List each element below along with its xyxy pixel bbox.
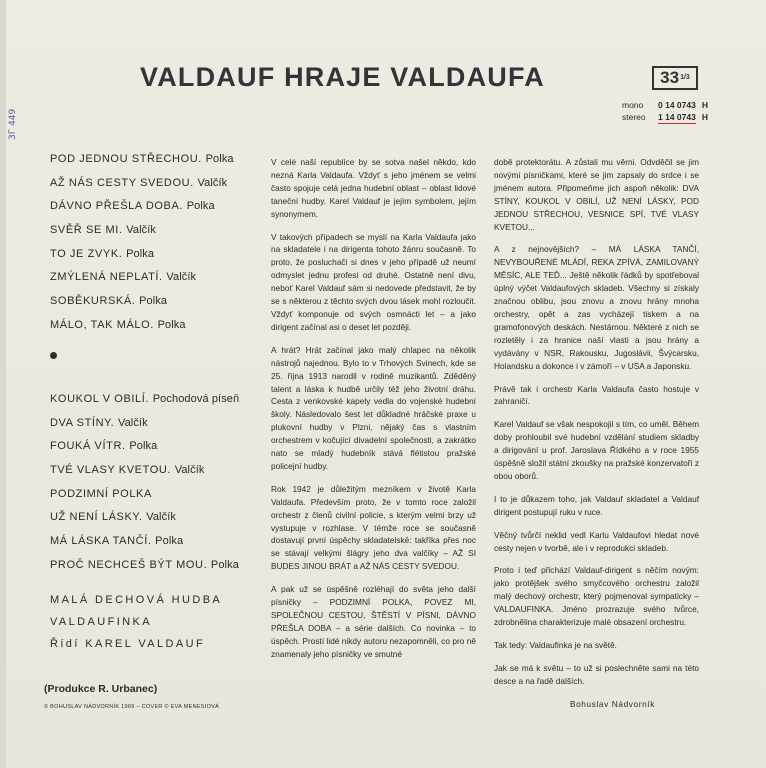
catalog-numbers	[622, 99, 708, 124]
track-title: KOUKOL V OBILÍ.	[50, 393, 150, 405]
track-genre: Valčík	[197, 176, 228, 189]
track-genre: Polka	[205, 153, 234, 165]
track-item	[50, 463, 265, 487]
track-title: POD JEDNOU STŘECHOU.	[50, 153, 202, 165]
track-item	[50, 152, 260, 176]
track-title: PROČ NECHCEŠ BÝT MOU.	[50, 558, 208, 571]
track-genre: Valčík	[146, 511, 176, 524]
track-item	[50, 392, 265, 416]
track-title: UŽ NENÍ LÁSKY.	[50, 511, 143, 524]
catalog-mono	[622, 99, 708, 111]
side-a-tracklist	[50, 152, 260, 342]
liner-paragraph: Jak se má k světu – to už si poslechněte sami na této desce a na řadě dalších.	[494, 662, 699, 686]
track-item	[50, 176, 260, 200]
track-genre: Polka	[157, 318, 186, 331]
track-title: AŽ NÁS CESTY SVEDOU.	[50, 176, 194, 189]
liner-paragraph: Proto i teď přichází Valdauf-dirigent s něčím novým: jako protějšek svého smyčcového orchestru založil malý dechový orchestr, který pojmenoval sympaticky – VALDAUFINKA. Jméno prozrazuje svého tvůrce, zdrobnělina charakterizuje malé obsazení orchestru.	[494, 565, 699, 628]
catalog-number: 1 14 0743	[658, 112, 696, 122]
track-item	[50, 223, 260, 247]
margin-handwriting: 3Г 449	[8, 108, 18, 140]
track-item	[50, 416, 265, 440]
liner-paragraph: V celé naší republice by se sotva našel někdo, kdo nezná Karla Valdaufa. Vždyť s jeho jménem se velmi často spojuje celá jedna hudební oblast – oblast lidové taneční hudby. Karel Valdauf je jejím symbolem, jejím synonymem.	[271, 157, 476, 219]
credit-line: Řídí KAREL VALDAUF	[50, 638, 206, 650]
speed-fraction: 1/3	[680, 74, 690, 81]
liner-paragraph: Věčný tvůrčí neklid vedl Karlu Valdaufovi hledat nové cesty nejen v tvorbě, ale i v reprodukci skladeb.	[494, 529, 699, 553]
track-genre: Valčík	[166, 271, 197, 284]
track-title: ZMÝLENÁ NEPLATÍ.	[50, 271, 163, 284]
track-title: TVÉ VLASY KVETOU.	[50, 464, 172, 477]
credit-line: MALÁ DECHOVÁ HUDBA	[50, 594, 223, 606]
liner-paragraph: době protektorátu. A zůstali mu věrni. Odvděčil se jim novými písničkami, které se jim zapsaly do srdce i se jménem autora. Připomeňme jich aspoň několik: DVA STÍNY, KOUKOL V OBILÍ, UŽ NENÍ LÁSKY, POD JEDNOU STŘECHOU, VESNICE SPÍ, TVÉ VLASY KVETOU...	[494, 157, 699, 232]
catalog-stereo	[622, 111, 708, 124]
track-title: MÁ LÁSKA TANČÍ.	[50, 535, 152, 548]
copyright-line: © BOHUSLAV NÁDVORNÍK 1969 – COVER © EVA MENESIOVÁ	[44, 704, 220, 710]
side-b-tracklist	[50, 392, 265, 582]
liner-paragraph: A hrát? Hrát začínal jako malý chlapec na několik nástrojů najednou. Bylo to v Trhových Svinech, kde se 25. října 1913 narodil v rodině muzikantů. Zděděný talent a láska k hudbě určily též jeho životní dráhu. Cesta z venkovské kapely vedla do vojenské hudební školy. Následovalo šest let důkladné hráčské praxe u plukovní hudby v Plzni, nějaký čas s vlastním orchestrem v kočující divadelní společnosti, a zakrátko nato se mladý hudebník stává flétistou pražské policejní hudby.	[271, 344, 476, 471]
track-item	[50, 318, 260, 342]
liner-paragraph: A z nejnovějších? – MÁ LÁSKA TANČÍ, NEVYBOUŘENÉ MLÁDÍ, REKA ZPÍVÁ, ZAMILOVANÝ MĚSÍC, ALE TEĎ... Ještě několik řádků by spotřeboval úplný výčet Valdaufových skladeb. Všechny si získaly značnou oblibu, jsou znovu a znovu hrány mnoha orchestry, opět a zas vycházejí tiskem a na gramofonových deskách. Nestárnou. Některé z nich se rozletěly i za hranice naší vlasti a jsou hrány a vydávány v NSR, Rakousku, Jugoslávii, Švýcarsku, Holandsku a dokonce i v zámoří – v USA a Japonsku.	[494, 244, 699, 371]
track-title: DÁVNO PŘEŠLA DOBA.	[50, 200, 184, 213]
track-genre: Polka	[210, 558, 239, 571]
track-item	[50, 439, 265, 463]
liner-paragraph: Rok 1942 je důležitým mezníkem v životě Karla Valdaufa. Především proto, že v tomto roce založil orchestr z členů civilní policie, s kterým velmi brzy už vystupuje v rozhlase. V témže roce se současně dostavují první úspěchy skladatelské: takříka přes noc se stávají velkými šlágry jeho dva valčíky – AŽ SI BUDES JINOU BRÁT a AŽ NÁS CESTY SVEDOU.	[271, 483, 476, 572]
track-item	[50, 199, 260, 223]
track-genre: Polka	[139, 295, 168, 308]
catalog-label: mono	[622, 100, 644, 110]
liner-paragraph: A pak už se úspěšně rozléhají do světa jeho další písničky – PODZIMNÍ POLKA, POVEZ MI, SPOLEČNOU CESTOU, ŠTĚSTÍ V PÍSNI, DÁVNO PŘEŠLA DOBA – a série dalších. Co novinka – to úspěch. Prostí lidé nikdy autoru nezapomněli, co pro ně znamenaly jeho písničky ve smutné	[271, 584, 476, 659]
side-separator-dot	[50, 352, 57, 359]
track-title: SOBĚKURSKÁ.	[50, 295, 136, 308]
liner-paragraph: Karel Valdauf se však nespokojil s tím, co uměl. Během doby prohloubil své hudební vzdělání studiem skladby a dirigování u prof. Jaroslava Řídkého a v roce 1955 úspěšně složil státní zkoušky na pražské konzervatoři z obou oborů.	[494, 419, 699, 481]
catalog-number: 0 14 0743	[658, 100, 696, 110]
performer-credits	[50, 589, 222, 655]
track-title: TO JE ZVYK.	[50, 247, 123, 260]
track-genre: Polka	[126, 247, 155, 260]
track-genre: Valčík	[117, 416, 148, 429]
track-item	[50, 270, 260, 294]
speed-badge	[652, 66, 698, 90]
liner-notes-column-2	[494, 156, 699, 721]
track-item	[50, 294, 260, 318]
track-item	[50, 534, 265, 558]
album-title: VALDAUF HRAJE VALDAUFA	[140, 62, 545, 92]
track-title: FOUKÁ VÍTR.	[50, 440, 126, 453]
track-genre: Polka	[155, 535, 184, 548]
track-genre: Polka	[186, 200, 215, 213]
author-signature: Bohuslav Nádvorník	[569, 698, 655, 709]
liner-paragraph: I to je důkazem toho, jak Valdauf skladatel a Valdauf dirigent postupují ruku v ruce.	[494, 493, 699, 517]
track-item	[50, 510, 265, 534]
track-genre: Valčík	[174, 464, 205, 477]
production-credit: (Produkce R. Urbanec)	[44, 683, 158, 695]
track-title: SVĚŘ SE MI.	[50, 224, 123, 237]
track-genre: Pochodová píseň	[152, 393, 240, 405]
track-title: MÁLO, TAK MÁLO.	[50, 318, 154, 331]
liner-paragraph: Právě tak i orchestr Karla Valdaufa často hostuje v zahraničí.	[494, 383, 699, 407]
track-title: DVA STÍNY.	[50, 416, 115, 429]
catalog-suffix: H	[701, 100, 708, 110]
speed-main: 33	[660, 68, 680, 87]
track-title: PODZIMNÍ POLKA	[50, 487, 152, 500]
catalog-suffix: H	[701, 112, 708, 122]
track-genre: Valčík	[126, 224, 157, 237]
liner-paragraph: Tak tedy: Valdaufinka je na světě.	[494, 640, 617, 650]
catalog-label: stereo	[622, 112, 646, 122]
track-genre: Polka	[129, 440, 158, 453]
credit-line: VALDAUFINKA	[50, 616, 152, 628]
liner-paragraph: V takových případech se myslí na Karla Valdaufa jako na skladatele i na dirigenta tohoto žánru současně. To proto, že posluchači si dnes v jeho případě už neumí odmyslet jednu profesi od druhé. Ostatně není divu, neboť Karel Valdauf sám si nedovede představit, že by se s některou z těchto svých dvou lásek mohl rozloučit. Vždyť komponuje od svých osmnácti let – a jako dirigent začínal asi o deset let později.	[271, 231, 476, 332]
track-item	[50, 247, 260, 271]
track-item	[50, 558, 265, 582]
liner-notes-column-1	[271, 156, 476, 671]
track-item	[50, 487, 265, 511]
cover-fold-edge	[0, 0, 6, 768]
